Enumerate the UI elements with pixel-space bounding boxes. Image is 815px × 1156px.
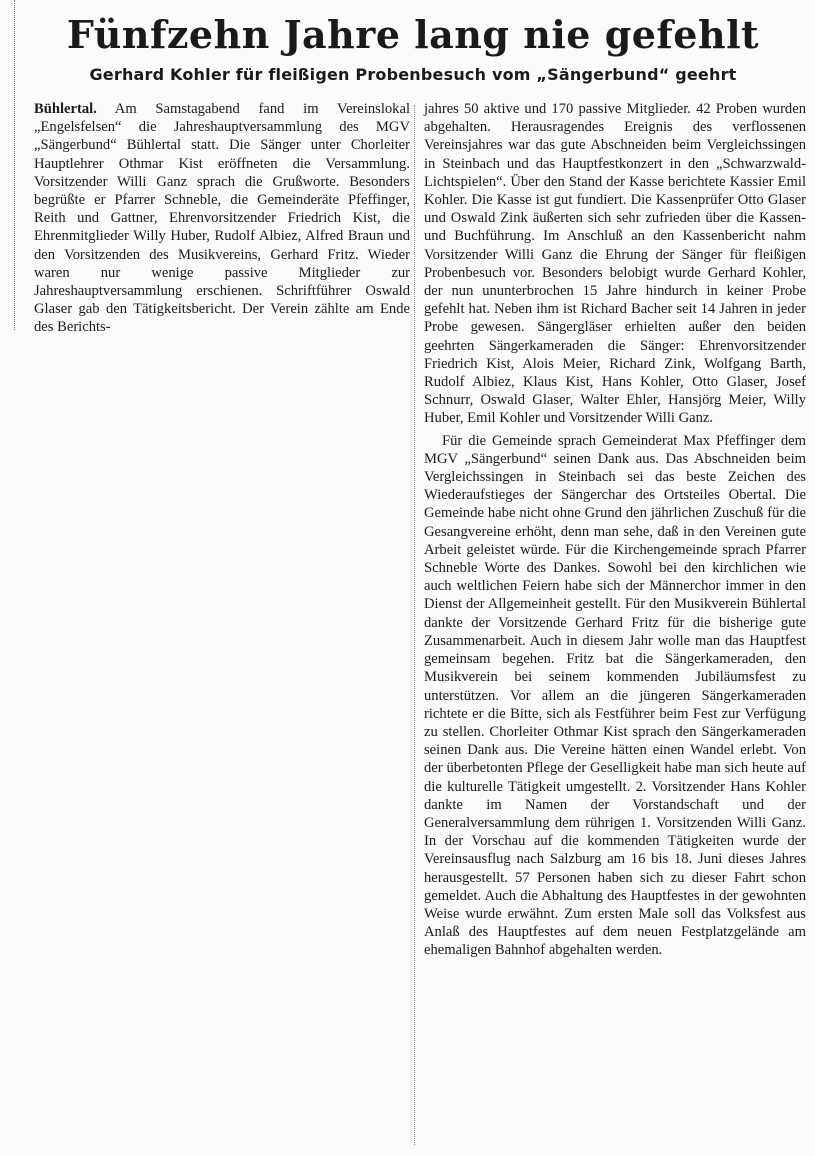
article-paragraph — [34, 100, 410, 337]
column-divider — [414, 105, 415, 1145]
torn-edge-margin — [2, 0, 15, 330]
article-column-right — [424, 100, 806, 960]
article-dateline: Bühlertal. — [34, 101, 97, 117]
article-headline: Fünfzehn Jahre lang nie gefehlt — [66, 12, 760, 57]
article-paragraph: jahres 50 aktive und 170 passive Mitglieder. 42 Proben wurden abgehalten. Herausragendes Ereignis des verflossenen Vereinsjahres war das gute Abschneiden beim Vergleichssingen in Steinbach und das Hauptfestkonzert in den „Schwarzwald-Lichtspielen“. Über den Stand der Kasse berichtete Kassier Emil Kohler. Die Kasse ist gut fundiert. Die Kassenprüfer Otto Glaser und Oswald Zink äußerten sich sehr zufrieden über die Kassen- und Buchführung. Im Anschluß an den Kassenbericht nahm Vorsitzender Willi Ganz die Ehrung der Sänger für fleißigen Probenbesuch vor. Besonders belobigt wurde Gerhard Kohler, der nun ununterbrochen 15 Jahre hindurch in keiner Probe gefehlt hat. Neben ihm ist Richard Bacher seit 14 Jahren in jeder Probe gewesen. Sängergläser erhielten außer den beiden geehrten Sängerkameraden die Sänger: Ehrenvorsitzender Friedrich Kist, Alois Meier, Richard Zink, Wolfgang Barth, Rudolf Albiez, Klaus Kist, Hans Kohler, Otto Glaser, Josef Schnurr, Oswald Glaser, Walter Ehler, Hansjörg Meier, Willy Huber, Emil Kohler und Vorsitzender Willi Ganz. — [424, 101, 806, 427]
article-text: Am Samstagabend fand im Vereinslokal „Engelsfelsen“ die Jahreshauptversammlung des MGV „Sängerbund“ Bühlertal statt. Die Sänger unter Chorleiter Hauptlehrer Othmar Kist eröffneten die Versammlung. Vorsitzender Willi Ganz sprach die Grußworte. Besonders begrüßte er Pfarrer Schneble, die Gemeinderäte Pfeffinger, Reith und Gattner, Ehrenvorsitzender Friedrich Kist, die Ehrenmitglieder Willy Huber, Rudolf Albiez, Alfred Braun und den Vorsitzenden des Musikvereins, Gerhard Fritz. Wieder waren nur wenige passive Mitglieder zur Jahreshauptversammlung erschienen. Schriftführer Oswald Glaser gab den Tätigkeitsbericht. Der Verein zählte am Ende des Berichts- — [34, 101, 411, 336]
article-paragraph: Für die Gemeinde sprach Gemeinderat Max Pfeffinger dem MGV „Sängerbund“ seinen Dank aus. Das Abschneiden beim Vergleichssingen in Steinbach sei das beste Zeichen des Wiederaufstieges der Sängerchar des Ortsteiles Obertal. Die Gemeinde habe nicht ohne Grund den jährlichen Zuschuß für die Gesangvereine erhöht, denn man sehe, daß in den Vereinen gute Arbeit geleistet würde. Für die Kirchengemeinde sprach Pfarrer Schneble Worte des Dankes. Sowohl bei den kirchlichen wie auch weltlichen Feiern habe sich der Männerchor immer in den Dienst der Allgemeinheit gestellt. Für den Musikverein Bühlertal dankte der Vorsitzende Gerhard Fritz für die bisherige gute Zusammenarbeit. Auch in diesem Jahr wolle man das Hauptfest gemeinsam begehen. Fritz bat die Sängerkameraden, den Musikverein bei seinem kommenden Jubiläumsfest zu unterstützen. Vor allem an die jüngeren Sängerkameraden richtete er die Bitte, sich als Festführer beim Fest zur Verfügung zu stellen. Chorleiter Othmar Kist sprach den Sängerkameraden seinen Dank aus. Die Vereine hätten einen Wandel erlebt. Von der überbetonten Pflege der Geselligkeit habe man sich heute auf die kulturelle Tätigkeit umgestellt. 2. Vorsitzender Hans Kohler dankte im Namen der Vorstandschaft und der Generalversammlung dem rührigen 1. Vorsitzenden Willi Ganz. In der Vorschau auf die kommenden Tätigkeiten wurde der Vereinsausflug nach Salzburg am 16 bis 18. Juni dieses Jahres herausgestellt. 57 Personen haben sich zu dieser Fahrt schon gemeldet. Auch die Abhaltung des Hauptfestes in der gewohnten Weise wurde erwähnt. Zum ersten Male soll das Volksfest aus Anlaß des Hauptfestes auf dem neuen Festplatzgelände am ehemaligen Bahnhof abgehalten werden. — [424, 432, 806, 959]
article-subheadline: Gerhard Kohler für fleißigen Probenbesuch vom „Sängerbund“ geehrt — [89, 65, 737, 84]
article-column-left — [34, 100, 410, 337]
